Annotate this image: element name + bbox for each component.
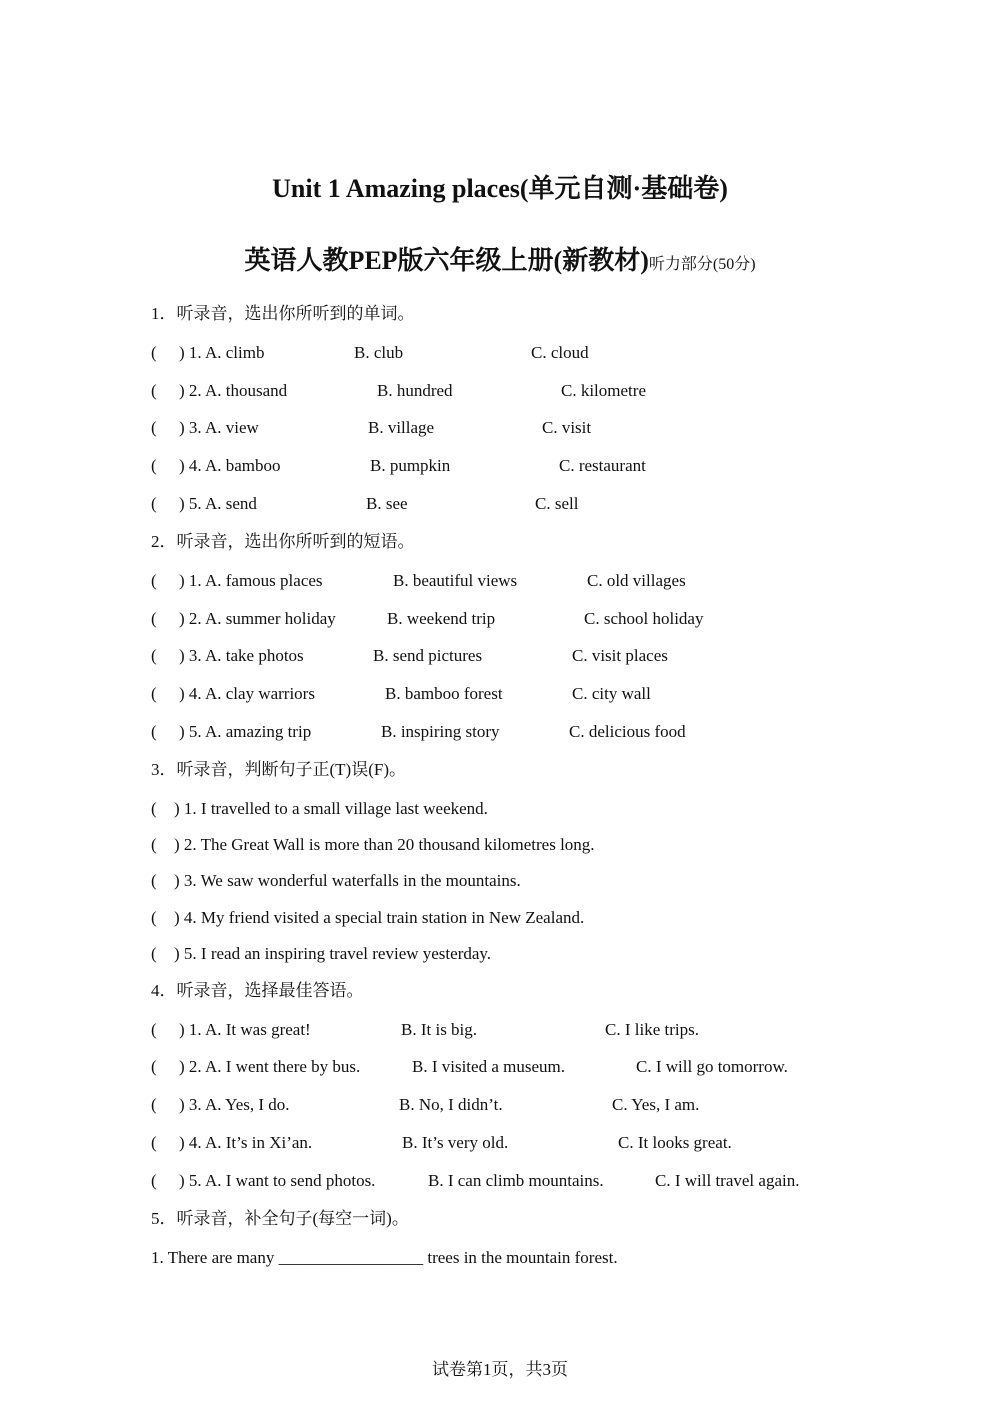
s5-sentence-1: 1. There are many _________________ trees in the mountain forest. xyxy=(151,1248,618,1267)
s3-statement-3: ( ) 3. We saw wonderful waterfalls in the mountains. xyxy=(151,871,521,890)
section-4-heading: 4．听录音，选择最佳答语。 xyxy=(151,981,364,1000)
section-2-heading: 2．听录音，选出你所听到的短语。 xyxy=(151,532,415,551)
s3-statement-5: ( ) 5. I read an inspiring travel review yesterday. xyxy=(151,944,492,963)
page-title: Unit 1 Amazing places(单元自测·基础卷) xyxy=(272,174,728,203)
subtitle-score: 听力部分(50分) xyxy=(648,256,756,273)
section-1-heading: 1．听录音，选出你所听到的单词。 xyxy=(151,304,415,323)
section-5-heading: 5．听录音，补全句子(每空一词)。 xyxy=(151,1209,409,1228)
s3-statement-4: ( ) 4. My friend visited a special train station in New Zealand. xyxy=(151,908,585,927)
page-footer: 试卷第1页，共3页 xyxy=(432,1360,568,1379)
page-subtitle xyxy=(0,240,1000,277)
section-3-heading: 3．听录音，判断句子正(T)误(F)。 xyxy=(151,760,406,779)
s3-statement-1: ( ) 1. I travelled to a small village last weekend. xyxy=(151,799,488,818)
s3-statement-2: ( ) 2. The Great Wall is more than 20 thousand kilometres long. xyxy=(151,835,595,854)
worksheet-page: Unit 1 Amazing places(单元自测·基础卷) 英语人教PEP版六年级上册(新教材)听力部分(50分) 1．听录音，选出你所听到的单词。 ( ) 1. A. climb B. club C. cloud ( ) 2. A. thousand B. hundred C. kilometre ( ) 3. A. view B. village C. visit ( ) 4. A. bamboo B. pumpkin C. restaurant ( ) 5. A. send B. see C. sell 2．听录音，选出你所听到的短语。 ( ) 1. A. famous places B. beautiful views C. old villages ( ) 2. A. summer holiday B. weekend trip C. school holiday ( ) 3. A. take photos B. send pictures C. visit places ( ) 4. A. clay warriors B. bamboo forest C. city wall ( ) 5. A. amazing trip B. inspiring story C. delicious food 3．听录音，判断句子正(T)误(F)。 ( ) 1. I travelled to a small village last weekend. ( ) 2. The Great Wall is more than 20 thousand kilometres long. ( ) 3. We saw wonderful waterfalls in the mountains. ( ) 4. My friend visited a special train station in New Zealand. ( ) 5. I read an inspiring travel review yesterday. 4．听录音，选择最佳答语。 ( ) 1. A. It was great! B. It is big. C. I like trips. ( ) 2. A. I went there by bus. B. I visited a museum. C. I will go tomorrow. ( ) 3. A. Yes, I do. B. No, I didn’t. C. Yes, I am. ( ) 4. A. It’s in Xi’an. B. It’s very old. C. It looks great. ( ) 5. A. I want to send photos. B. I can climb mountains. C. I will travel again. 5．听录音，补全句子(每空一词)。 1. There are many _________________ trees in the mountain forest. 试卷第1页，共3页 xyxy=(0,0,1000,1415)
subtitle-main: 英语人教PEP版六年级上册(新教材) xyxy=(244,246,649,275)
